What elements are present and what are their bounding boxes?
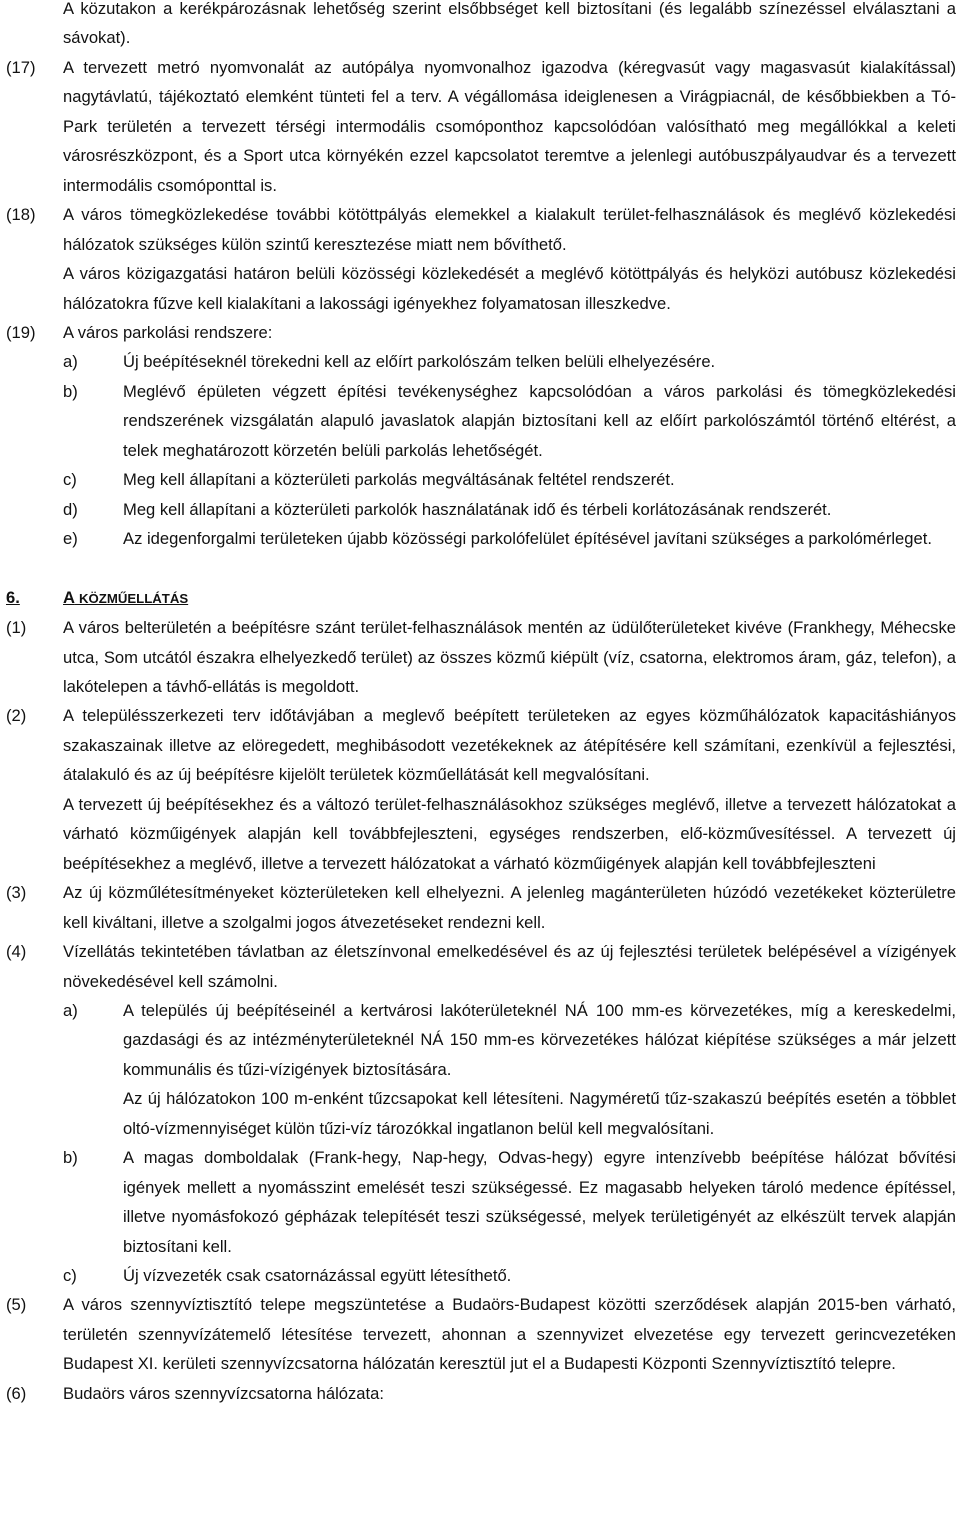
paragraph-number: (17)	[6, 57, 36, 77]
paragraph-number: (18)	[6, 205, 36, 225]
paragraph-4	[0, 937, 960, 996]
list-item	[0, 996, 960, 1143]
paragraph-3	[0, 878, 960, 937]
paragraph-text: A város tömegközlekedése további kötöttpályás elemekkel a kialakult terület-felhasználások és meglévő közlekedési hálózatok szükséges külön szintű keresztezése miatt nem bővíthető.	[63, 205, 956, 254]
list-item-text-continued: Az új hálózatokon 100 m-enként tűzcsapokat kell létesíteni. Nagyméretű tűz-szakaszú beépítés esetén a többlet oltó-vízmennyiséget külön tűzi-víz tározókkal ingatlanon belül kell megvalósítani.	[123, 1089, 956, 1138]
list-item-text: Az idegenforgalmi területeken újabb közösségi parkolófelület építésével javítani szükséges a parkolómérleget.	[123, 529, 932, 549]
paragraph-number: (1)	[6, 618, 27, 638]
list-item	[0, 1143, 960, 1261]
list-item	[0, 524, 960, 553]
list-item	[0, 465, 960, 494]
list-item-label: c)	[63, 1266, 77, 1286]
paragraph-continuation	[0, 0, 960, 53]
list-item-label: a)	[63, 1000, 78, 1020]
paragraph-number: (3)	[6, 883, 27, 903]
list-item-label: a)	[63, 352, 78, 372]
paragraph-text: A tervezett metró nyomvonalát az autópálya nyomvonalhoz igazodva (kéregvasút vagy magasvasút kialakítással) nagytávlatú, tájékoztató elemként tünteti fel a terv. A végállomása ideiglenesen a Virágpiacnál, de későbbiekben a Tó-Park területén a tervezett térségi intermodális csomóponthoz kapcsolódóan valósítható meg megállókkal a keleti városrészközpont, és a Sport utca környékén ezzel kapcsolatot teremtve a jelenlegi autóbuszpályaudvar és a tervezett intermodális csomóponttal is.	[63, 57, 956, 195]
paragraph-2	[0, 701, 960, 878]
list-item-text: Meglévő épületen végzett építési tevékenységhez kapcsolódóan a város parkolási és tömegközlekedési rendszerének vizsgálatán alapuló javaslatok alapján biztosítani kell az előírt parkolószámtól történő eltérést, a telek meghatározott körzetén belüli parkolás lehetőségét.	[123, 381, 956, 460]
paragraph-number: (2)	[6, 706, 27, 726]
paragraph-6	[0, 1379, 960, 1408]
list-item-label: c)	[63, 470, 77, 490]
paragraph-1	[0, 613, 960, 701]
section-title-rest: KÖZMŰELLÁTÁS	[79, 590, 189, 606]
paragraph-18	[0, 200, 960, 318]
paragraph-text-continued: A város közigazgatási határon belüli közösségi közlekedését a meglévő kötöttpályás és helyközi autóbusz közlekedési hálózatokra fűzve kell kialakítani a lakossági igényekhez folyamatosan illeszkedve.	[63, 264, 956, 313]
list-item	[0, 347, 960, 376]
list-item	[0, 1261, 960, 1290]
section-title	[63, 583, 960, 613]
paragraph-17	[0, 53, 960, 200]
paragraph-text: Az új közműlétesítményeket közterületeken kell elhelyezni. A jelenleg magánterületen húzódó vezetékeket közterületre kell kiváltani, illetve a szolgalmi jogos átvezetéseket rendezni kell.	[63, 883, 956, 932]
list-item-text: Új beépítéseknél törekedni kell az előírt parkolószám telken belüli elhelyezésére.	[123, 352, 716, 372]
list-item-label: b)	[63, 381, 78, 401]
paragraph-number: (5)	[6, 1295, 27, 1315]
paragraph-text: Vízellátás tekintetében távlatban az életszínvonal emelkedésével és az új fejlesztési területek belépésével a vízigények növekedésével kell számolni.	[63, 942, 956, 991]
list-item	[0, 377, 960, 465]
section-number: 6.	[6, 587, 20, 607]
paragraph-number: (6)	[6, 1383, 27, 1403]
paragraph-text: Budaörs város szennyvízcsatorna hálózata:	[63, 1383, 384, 1403]
paragraph-text: A város parkolási rendszere:	[63, 322, 273, 342]
list-item-label: e)	[63, 529, 78, 549]
list-item-text: A település új beépítéseinél a kertvárosi lakóterületeknél NÁ 100 mm-es körvezetékes, míg a kereskedelmi, gazdasági és az intézményterületeknél NÁ 150 mm-es körvezetékes hálózat kiépítése szükséges a már jelzett kommunális és tűzi-vízigények biztosítására.	[123, 1000, 956, 1079]
paragraph-text: A város belterületén a beépítésre szánt terület-felhasználások mentén az üdülőterületeket kivéve (Frankhegy, Méhecske utca, Som utcától északra elhelyezkedő terület) az összes közmű kiépült (víz, csatorna, elektromos áram, gáz, telefon), a lakótelepen a távhő-ellátás is megoldott.	[63, 618, 956, 696]
paragraph-text-continued: A tervezett új beépítésekhez és a változó terület-felhasználásokhoz szükséges meglévő, illetve a tervezett hálózatokat a várható közműigények alapján kell továbbfejleszteni, egységes rendszerben, elő-közművesítéssel. A tervezett új beépítésekhez a meglévő, illetve a tervezett hálózatokat a várható közműigények alapján kell továbbfejleszteni	[63, 794, 956, 873]
list-item-text: Meg kell állapítani a közterületi parkolók használatának idő és térbeli korlátozásának rendszerét.	[123, 499, 832, 519]
paragraph-text: A város szennyvíztisztító telepe megszüntetése a Budaörs-Budapest közötti szerződések alapján 2015-ben várható, területén szennyvízátemelő létesítése tervezett, ahonnan a szennyvizet elvezetése egy tervezett gerincvezetéken Budapest XI. kerületi szennyvízcsatorna hálózatán keresztül jut el a Budapesti Központi Szennyvíztisztító telepre.	[63, 1295, 956, 1374]
list-item-label: d)	[63, 499, 78, 519]
section-heading	[0, 583, 960, 613]
section-title-first: A	[63, 587, 75, 607]
list-item-text: Meg kell állapítani a közterületi parkolás megváltásának feltétel rendszerét.	[123, 470, 675, 490]
paragraph-5	[0, 1290, 960, 1378]
paragraph-number: (4)	[6, 942, 27, 962]
paragraph-text: A településszerkezeti terv időtávjában a meglevő beépített területeken az egyes közműhálózatok kapacitáshiányos szakaszainak illetve az elöregedett, meghibásodott vezetékeknek az átépítésére kell számítani, ezenkívül a fejlesztési, átalakuló és az új beépítésre kijelölt területek közműellátását kell megvalósítani.	[63, 706, 956, 785]
paragraph-19	[0, 318, 960, 347]
paragraph-number: (19)	[6, 322, 36, 342]
paragraph-text: A közutakon a kerékpározásnak lehetőség szerint elsőbbséget kell biztosítani (és legalább színezéssel elválasztani a sávokat).	[63, 0, 956, 48]
list-item	[0, 495, 960, 524]
list-item-text: Új vízvezeték csak csatornázással együtt létesíthető.	[123, 1266, 512, 1286]
list-item-text: A magas domboldalak (Frank-hegy, Nap-hegy, Odvas-hegy) egyre intenzívebb beépítése hálózat bővítési igények mellett a nyomásszint emelését teszi szükségessé. Ez magasabb helyeken tároló medence építéssel, illetve nyomásfokozó gépházak telepítését teszi szükségessé, melyek területigényét az elkészült tervek alapján biztosítani kell.	[123, 1148, 956, 1256]
list-item-label: b)	[63, 1148, 78, 1168]
